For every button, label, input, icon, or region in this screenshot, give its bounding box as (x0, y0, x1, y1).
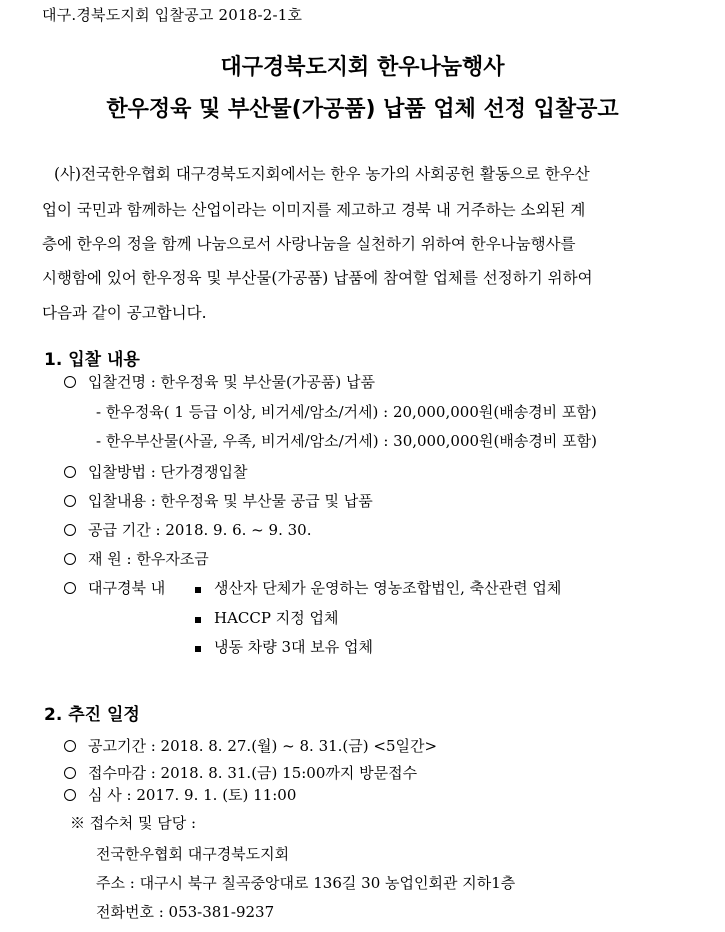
bid-item-name: 입찰건명 : 한우정육 및 부산물(가공품) 납품 (88, 373, 375, 391)
qualification-item: 생산자 단체가 운영하는 영농조합법인, 축산관련 업체 (214, 579, 562, 597)
contact-phone: 전화번호 : 053-381-9237 (96, 903, 275, 921)
page-title-line1: 대구경북도지회 한우나눔행사 (220, 55, 505, 80)
contact-organization: 전국한우협회 대구경북도지회 (96, 845, 290, 863)
circle-bullet-icon (64, 524, 76, 536)
bid-method: 입찰방법 : 단가경쟁입찰 (88, 463, 248, 481)
square-bullet-icon (195, 646, 201, 652)
bid-sub-item: - 한우정육( 1 등급 이상, 비거세/암소/거세) : 20,000,000원(배송경비 포함) (96, 403, 597, 421)
contact-address: 주소 : 대구시 북구 칠곡중앙대로 136길 30 농업인회관 지하1층 (96, 874, 516, 892)
funding-source: 재 원 : 한우자조금 (88, 550, 209, 568)
bid-sub-item: - 한우부산물(사골, 우족, 비거세/암소/거세) : 30,000,000원(배송경비 포함) (96, 432, 597, 450)
intro-line: 업이 국민과 함께하는 산업이라는 이미지를 제고하고 경북 내 거주하는 소외된 계 (42, 201, 586, 219)
section1-heading: 1. 입찰 내용 (44, 350, 140, 370)
contact-heading: ※ 접수처 및 담당 : (70, 814, 197, 832)
page-title-line2: 한우정육 및 부산물(가공품) 납품 업체 선정 입찰공고 (106, 97, 619, 122)
circle-bullet-icon (64, 789, 76, 801)
circle-bullet-icon (64, 495, 76, 507)
section2-heading: 2. 추진 일정 (44, 705, 140, 725)
qualification-item: 냉동 차량 3대 보유 업체 (214, 638, 374, 656)
supply-period: 공급 기간 : 2018. 9. 6. ~ 9. 30. (88, 521, 312, 539)
intro-line: 층에 한우의 정을 함께 나눔으로서 사랑나눔을 실천하기 위하여 한우나눔행사를 (42, 235, 576, 253)
circle-bullet-icon (64, 582, 76, 594)
circle-bullet-icon (64, 740, 76, 752)
circle-bullet-icon (64, 466, 76, 478)
intro-line: (사)전국한우협회 대구경북도지회에서는 한우 농가의 사회공헌 활동으로 한우산 (54, 165, 590, 183)
circle-bullet-icon (64, 376, 76, 388)
notice-number: 대구.경북도지회 입찰공고 2018-2-1호 (42, 6, 303, 24)
bid-content: 입찰내용 : 한우정육 및 부산물 공급 및 납품 (88, 492, 373, 510)
circle-bullet-icon (64, 767, 76, 779)
intro-line: 시행함에 있어 한우정육 및 부산물(가공품) 납품에 참여할 업체를 선정하기 위하여 (42, 269, 593, 287)
square-bullet-icon (195, 617, 201, 623)
intro-line: 다음과 같이 공고합니다. (42, 304, 207, 322)
notice-period: 공고기간 : 2018. 8. 27.(월) ~ 8. 31.(금) <5일간> (88, 737, 438, 755)
qualification-item: HACCP 지정 업체 (214, 609, 339, 627)
circle-bullet-icon (64, 553, 76, 565)
qualification-label: 대구경북 내 (88, 579, 166, 597)
review-date: 심 사 : 2017. 9. 1. (토) 11:00 (88, 786, 297, 804)
submission-deadline: 접수마감 : 2018. 8. 31.(금) 15:00까지 방문접수 (88, 764, 418, 782)
square-bullet-icon (195, 587, 201, 593)
